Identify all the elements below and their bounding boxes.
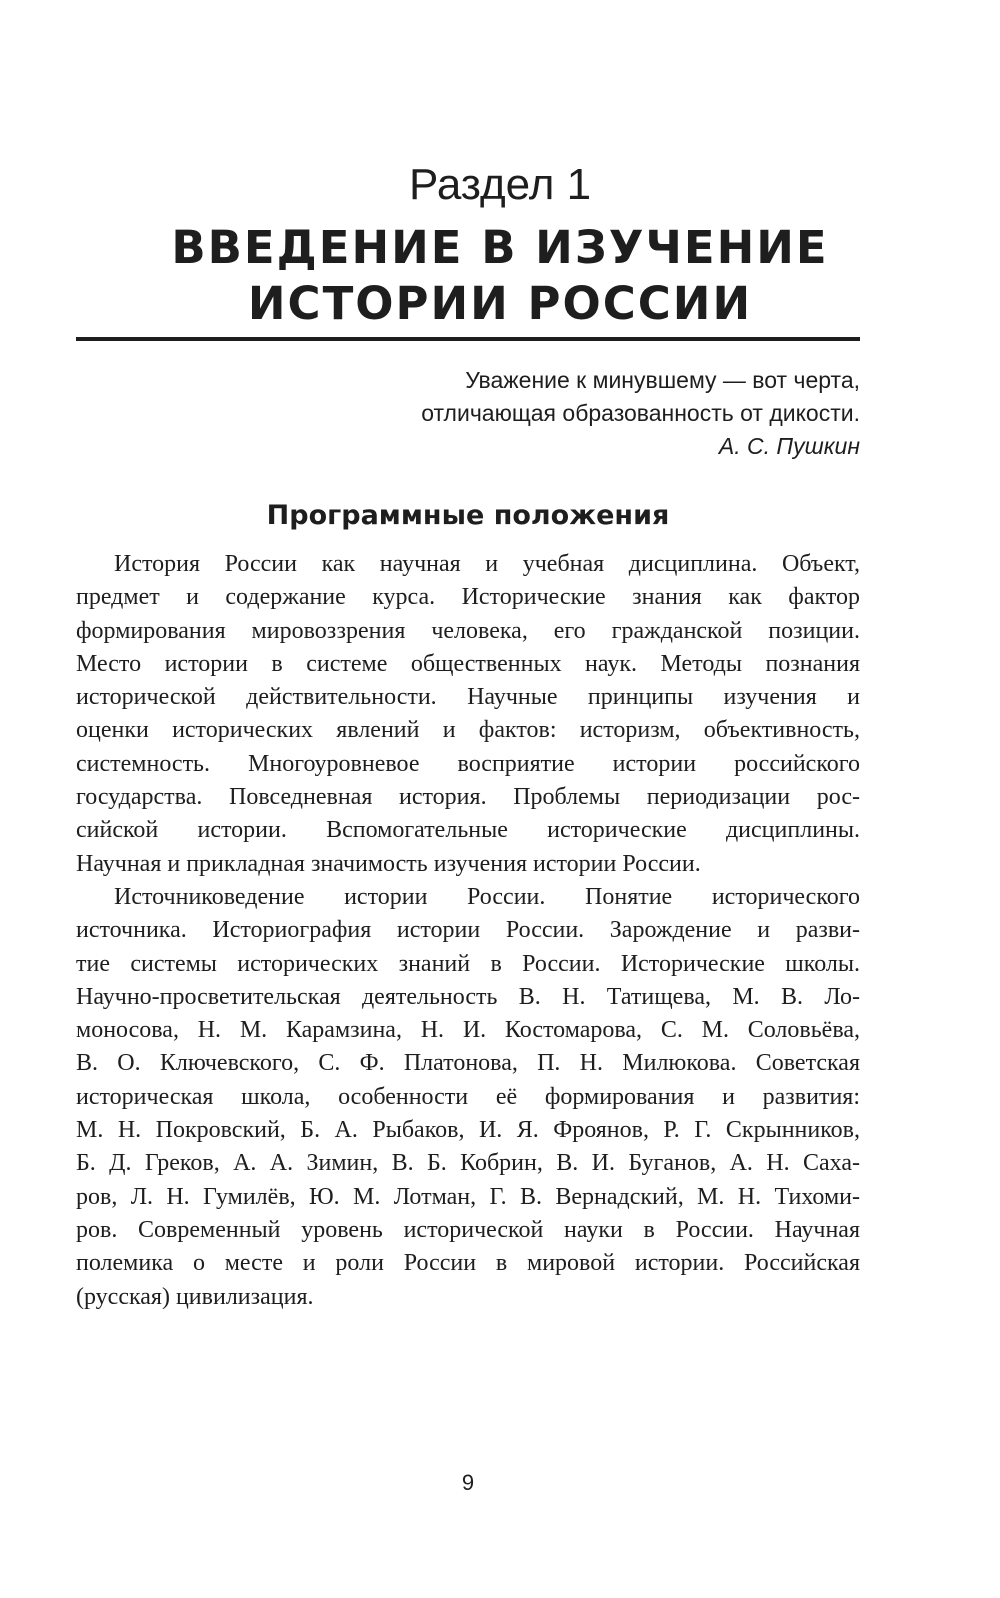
page-number: 9 [461, 1470, 475, 1495]
text-line: сийской истории. Вспомогательные исторические дисциплины. [76, 817, 860, 844]
text-line: Б. Д. Греков, А. А. Зимин, В. Б. Кобрин, В. И. Буганов, А. Н. Саха- [76, 1150, 860, 1177]
text-line: государства. Повседневная история. Проблемы периодизации рос- [76, 784, 860, 811]
text-line: В. О. Ключевского, С. Ф. Платонова, П. Н. Милюкова. Советская [76, 1050, 860, 1077]
section-title-line-2: ИСТОРИИ РОССИИ [247, 277, 753, 330]
epigraph-line-1: Уважение к минувшему — вот черта, [465, 367, 860, 393]
paragraph-2 [76, 881, 860, 1314]
text-line: предмет и содержание курса. Исторические знания как фактор [76, 584, 860, 611]
body-text [76, 548, 860, 1314]
text-line: историческая школа, особенности её формирования и развития: [76, 1083, 860, 1110]
text-line: оценки исторических явлений и фактов: историзм, объективность, [76, 717, 860, 744]
text-line: источника. Историография истории России. Зарождение и разви- [76, 917, 860, 944]
text-line: (русская) цивилизация. [76, 1283, 314, 1310]
epigraph-author: А. С. Пушкин [718, 433, 860, 459]
text-line: Источниковедение истории России. Понятие исторического [114, 883, 860, 910]
epigraph [300, 364, 860, 463]
text-line: моносова, Н. М. Карамзина, Н. И. Костомарова, С. М. Соловьёва, [76, 1017, 860, 1044]
text-line: исторической действительности. Научные принципы изучения и [76, 684, 860, 711]
text-line: тие системы исторических знаний в России. Исторические школы. [76, 950, 860, 977]
text-line: системность. Многоуровневое восприятие истории российского [76, 750, 860, 777]
text-line: полемика о месте и роли России в мировой истории. Российская [76, 1250, 860, 1277]
text-line: Место истории в системе общественных наук. Методы познания [76, 650, 860, 677]
epigraph-line-2: отличающая образованность от дикости. [421, 400, 860, 426]
section-title-line-1: ВВЕДЕНИЕ В ИЗУЧЕНИЕ [171, 221, 829, 274]
text-line: Научная и прикладная значимость изучения истории России. [76, 850, 701, 877]
paragraph-1 [76, 548, 860, 881]
subheading: Программные положения [266, 500, 670, 531]
text-line: ров, Л. Н. Гумилёв, Ю. М. Лотман, Г. В. Вернадский, М. Н. Тихоми- [76, 1183, 860, 1210]
text-line: М. Н. Покровский, Б. А. Рыбаков, И. Я. Фроянов, Р. Г. Скрынников, [76, 1117, 860, 1144]
text-line: формирования мировоззрения человека, его гражданской позиции. [76, 617, 860, 644]
text-line: Научно-просветительская деятельность В. Н. Татищева, М. В. Ло- [76, 983, 860, 1010]
section-title [60, 220, 940, 332]
text-line: ров. Современный уровень исторической науки в России. Научная [76, 1216, 860, 1243]
section-label: Раздел 1 [408, 160, 592, 209]
title-divider [76, 337, 860, 341]
text-line: История России как научная и учебная дисциплина. Объект, [114, 551, 860, 577]
